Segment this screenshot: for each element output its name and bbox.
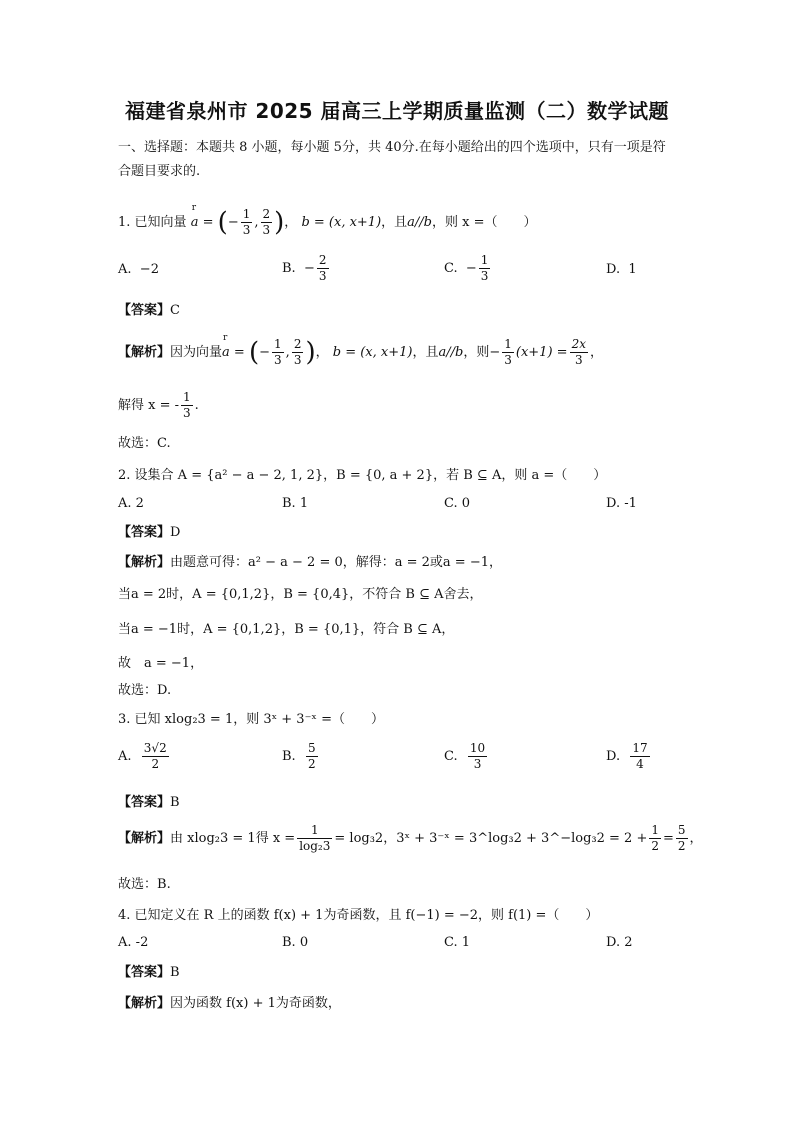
frac-num: 2 [262, 207, 271, 221]
frac-den: 3 [242, 223, 251, 237]
option-b: B. − $\frac{2}{3}$ [282, 253, 327, 283]
choose-1: 故选：C. [118, 436, 171, 451]
ask-text: ，则 x =（ ） [432, 215, 537, 230]
question-4: 4. 已知定义在 R 上的函数 f(x) + 1为奇函数，且 f(−1) = −2，则 f(1) =（ ） [118, 908, 599, 923]
analysis-2-line-4: 故 a = −1， [118, 656, 204, 671]
option-b: B. 0 [282, 935, 309, 950]
analysis-2-line-3: 当a = −1时，A = {0,1,2}，B = {0,1}，符合 B ⊆ A， [118, 622, 455, 637]
parallel-expr: a//b [407, 215, 433, 230]
fraction [261, 207, 273, 238]
section-intro: 一、选择题：本题共 8 小题，每小题 5分，共 40分.在每小题给出的四个选项中，只有一项是符合题目要求的. [118, 140, 666, 179]
choose-3: 故选：B. [118, 877, 171, 892]
solve-1: 解得 x = - $\frac{1}{3}$ . [118, 390, 199, 420]
option-b: B. $\frac{5}{2}$ [282, 741, 316, 771]
paren-open: ( [217, 207, 228, 238]
fraction [241, 207, 253, 238]
option-d: D. -1 [606, 496, 637, 511]
analysis-2: 【解析】由题意可得：a² − a − 2 = 0，解得：a = 2或a = −1， [118, 555, 502, 570]
option-c: C. − $\frac{1}{3}$ [444, 253, 489, 283]
choose-2: 故选：D. [118, 683, 172, 698]
option-d: D. 1 [606, 262, 637, 277]
option-d: D. 2 [606, 935, 633, 950]
option-d: D. $\frac{17}{4}$ [606, 741, 648, 771]
answer-4: 【答案】B [118, 965, 180, 980]
frac-num: 1 [242, 207, 251, 221]
question-2: 2. 设集合 A = {a² − a − 2, 1, 2}，B = {0, a + 2}，若 B ⊆ A，则 a =（ ） [118, 468, 607, 483]
option-a: A. 2 [118, 496, 144, 511]
analysis-3: 【解析】由 xlog₂3 = 1得 x = $\frac{1}{\text{log₂3}}$ = log₃2，3ˣ + 3⁻ˣ = 3^log₃2 + 3^−log₃2 = 2 + $\frac{1}{2}$ = $\frac{5}{2}$ ， [118, 823, 703, 853]
analysis-2-line-2: 当a = 2时，A = {0,1,2}，B = {0,4}，不符合 B ⊆ A舍去， [118, 587, 483, 602]
question-text: 已知向量 [134, 215, 187, 230]
option-c: C. 0 [444, 496, 471, 511]
page-title: 福建省泉州市 2025 届高三上学期质量监测（二）数学试题 [124, 99, 670, 123]
option-c: C. 1 [444, 935, 471, 950]
vector-b: b = (x, x+1) [301, 215, 382, 230]
vector-a: r a [191, 215, 199, 230]
option-a: A. $\frac{3√2}{2}$ [118, 741, 167, 771]
option-a: A. -2 [118, 935, 149, 950]
condition-text: ，且 [381, 215, 408, 230]
option-c: C. $\frac{10}{3}$ [444, 741, 486, 771]
answer-3: 【答案】B [118, 795, 180, 810]
option-a: A. −2 [118, 262, 159, 277]
question-1: 1. 已知向量 r a = (− $\frac{1}{3}$ , $\frac{2}{3}$ )， b = (x, x+1)，且a//b，则 x =（ ） [118, 207, 537, 238]
analysis-4: 【解析】因为函数 f(x) + 1为奇函数， [118, 996, 341, 1011]
question-3: 3. 已知 xlog₂3 = 1，则 3ˣ + 3⁻ˣ =（ ） [118, 712, 384, 727]
paren-close: ) [274, 207, 285, 238]
option-b: B. 1 [282, 496, 309, 511]
frac-den: 3 [262, 223, 271, 237]
answer-2: 【答案】D [118, 525, 181, 540]
analysis-1: 【解析】因为向量r a = (− $\frac{1}{3}$ , $\frac{2}{3}$ )， b = (x, x+1)，且a//b，则− $\frac{1}{3}$ (x+1) = $\frac{2x}{3}$ ， [118, 337, 603, 368]
question-number: 1. [118, 215, 131, 230]
equals-sign: = [202, 215, 214, 230]
answer-1: 【答案】C [118, 303, 180, 318]
